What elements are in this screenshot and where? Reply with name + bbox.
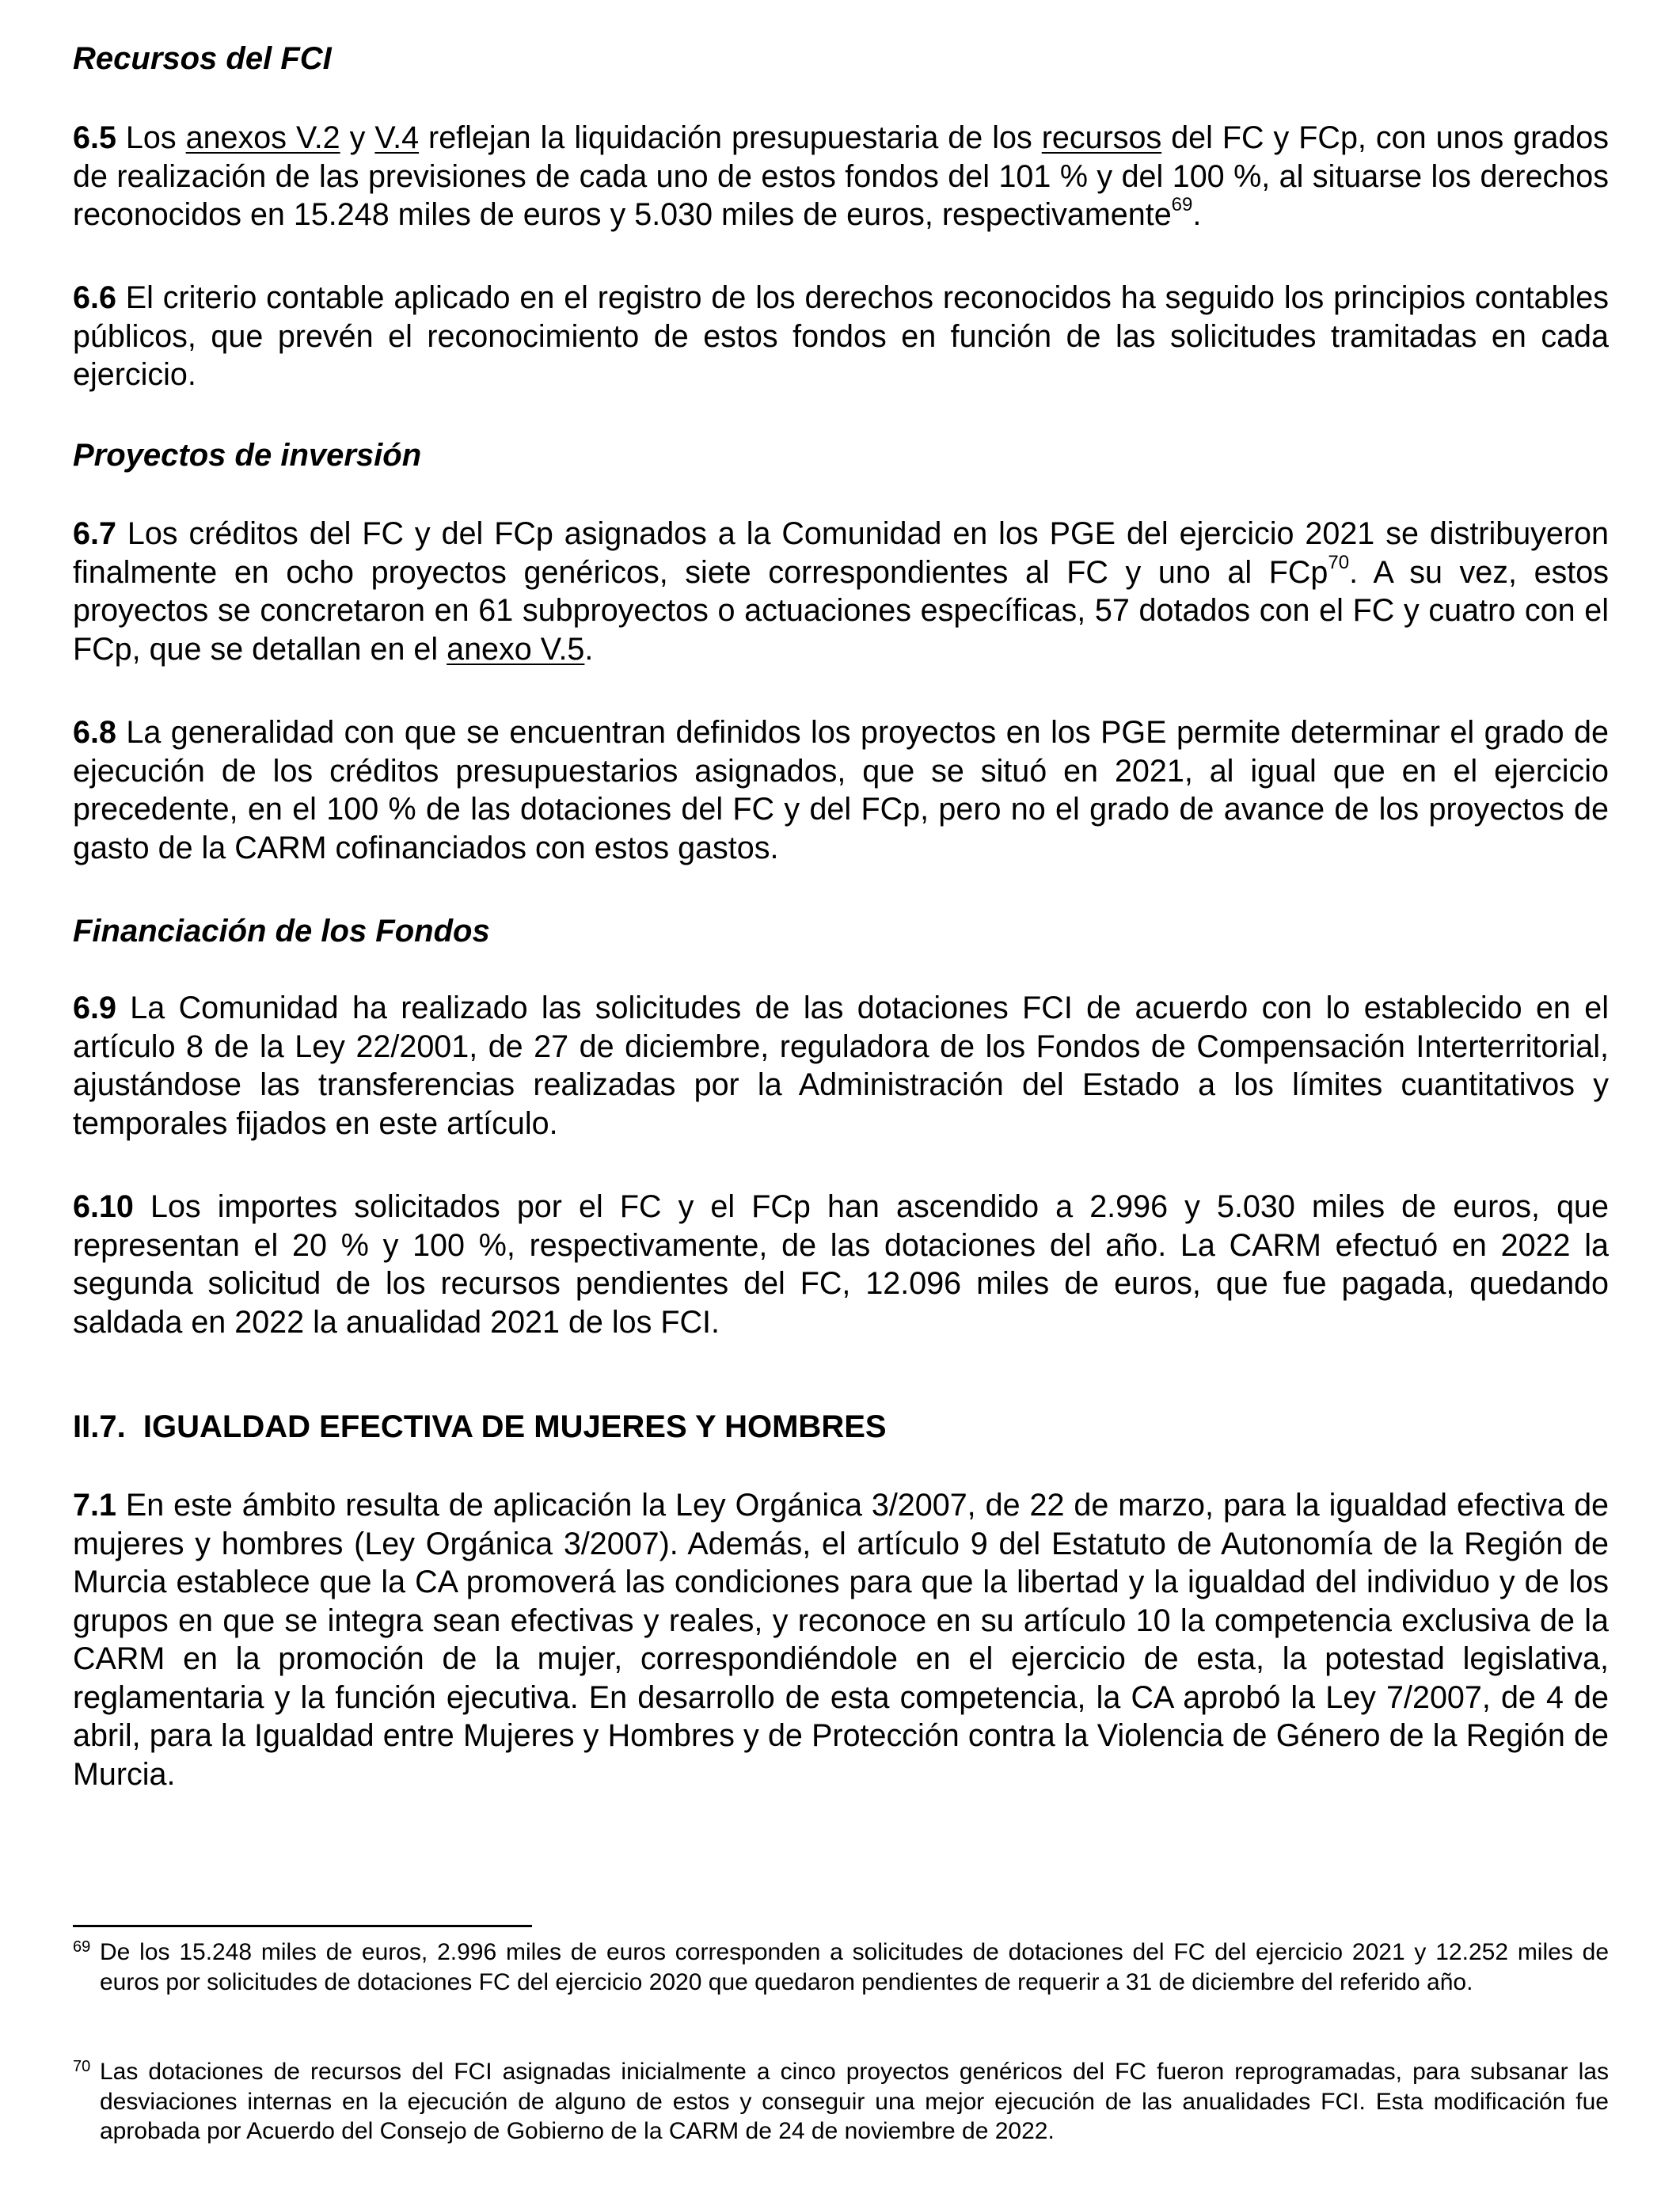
paragraph-number: 6.5 xyxy=(73,120,116,155)
annex-link[interactable]: anexo V.5 xyxy=(447,631,585,667)
footnote-separator xyxy=(73,1925,532,1927)
paragraph-6-9 xyxy=(73,989,1609,1143)
paragraph-text: . xyxy=(584,631,594,667)
paragraph-text: Los créditos del FC y del FCp asignados a la Comunidad en los PGE del ejercicio 2021 se distribuyeron finalmente en ocho proyectos genéricos, siete correspondientes al FC y uno al FCp xyxy=(73,516,1609,590)
paragraph-number: 6.10 xyxy=(73,1189,134,1224)
footnote-69 xyxy=(73,1938,1609,1997)
paragraph-text: En este ámbito resulta de aplicación la Ley Orgánica 3/2007, de 22 de marzo, para la igualdad efectiva de mujeres y hombres (Ley Orgánica 3/2007). Además, el artículo 9 del Estatuto de Autonomía de la Región de Murcia establece que la CA promoverá las condiciones para que la libertad y la igualdad del individuo y de los grupos en que se integra sean efectivas y reales, y reconoce en su artículo 10 la competencia exclusiva de la CARM en la promoción de la mujer, correspondiéndole en el ejercicio de esta, la potestad legislativa, reglamentaria y la función ejecutiva. En desarrollo de esta competencia, la CA aprobó la Ley 7/2007, de 4 de abril, para la Igualdad entre Mujeres y Hombres y de Protección contra la Violencia de Género de la Región de Murcia. xyxy=(73,1488,1609,1792)
paragraph-6-10 xyxy=(73,1188,1609,1341)
footnote-ref[interactable]: 70 xyxy=(1328,551,1350,573)
paragraph-text: El criterio contable aplicado en el registro de los derechos reconocidos ha seguido los principios contables públicos, que prevén el reconocimiento de estos fondos en función de las solicitudes tramitadas en cada ejercicio. xyxy=(73,280,1609,392)
paragraph-text: La Comunidad ha realizado las solicitudes de las dotaciones FCI de acuerdo con lo establecido en el artículo 8 de la Ley 22/2001, de 27 de diciembre, reguladora de los Fondos de Compensación Interterritorial, ajustándose las transferencias realizadas por la Administración del Estado a los límites cuantitativos y temporales fijados en este artículo. xyxy=(73,991,1609,1141)
paragraph-number: 6.6 xyxy=(73,280,116,315)
paragraph-number: 7.1 xyxy=(73,1488,116,1523)
section-heading-ii-7: II.7. IGUALDAD EFECTIVA DE MUJERES Y HOMBRES xyxy=(73,1409,887,1444)
paragraph-text: y xyxy=(340,120,375,155)
paragraph-text: del FC y FCp, con unos grados de realización de las previsiones de cada uno de estos fondos del 101 % y del 100 %, al situarse los derechos reconocidos en 15.248 miles de euros y 5.030 miles de euros, respectivamente xyxy=(73,120,1610,232)
annex-link[interactable]: V.4 xyxy=(374,120,420,155)
paragraph-6-8 xyxy=(73,713,1609,867)
annex-link[interactable]: recursos xyxy=(1041,120,1162,155)
heading-financiacion-fondos: Financiación de los Fondos xyxy=(73,914,490,949)
paragraph-text: Los xyxy=(116,120,186,155)
heading-recursos-fci: Recursos del FCI xyxy=(73,41,332,76)
footnote-70 xyxy=(73,2057,1609,2147)
paragraph-number: 6.9 xyxy=(73,991,116,1025)
paragraph-6-5 xyxy=(73,119,1609,234)
paragraph-number: 6.7 xyxy=(73,516,116,551)
footnote-ref[interactable]: 69 xyxy=(1171,194,1193,215)
paragraph-6-7 xyxy=(73,515,1609,668)
footnote-number: 69 xyxy=(73,1938,91,1956)
annex-link[interactable]: anexos V.2 xyxy=(185,120,340,155)
paragraph-7-1 xyxy=(73,1486,1609,1793)
footnote-text: Las dotaciones de recursos del FCI asignadas inicialmente a cinco proyectos genéricos del FC fueron reprogramadas, para subsanar las desviaciones internas en la ejecución de alguno de estos y conseguir una mejor ejecución de las anualidades FCI. Esta modificación fue aprobada por Acuerdo del Consejo de Gobierno de la CARM de 24 de noviembre de 2022. xyxy=(100,2059,1609,2144)
paragraph-text: Los importes solicitados por el FC y el FCp han ascendido a 2.996 y 5.030 miles de euros, que representan el 20 % y 100 %, respectivamente, de las dotaciones del año. La CARM efectuó en 2022 la segunda solicitud de los recursos pendientes del FC, 12.096 miles de euros, que fue pagada, quedando saldada en 2022 la anualidad 2021 de los FCI. xyxy=(73,1189,1609,1340)
heading-proyectos-inversion: Proyectos de inversión xyxy=(73,438,422,473)
paragraph-text: . A su vez, estos proyectos se concretaron en 61 subproyectos o actuaciones específicas, 57 dotados con el FC y cuatro con el FCp, que se detallan en el xyxy=(73,554,1609,667)
paragraph-number: 6.8 xyxy=(73,715,116,750)
paragraph-6-6 xyxy=(73,279,1609,394)
footnote-number: 70 xyxy=(73,2058,91,2075)
paragraph-text: reflejan la liquidación presupuestaria de los xyxy=(419,120,1042,155)
footnote-text: De los 15.248 miles de euros, 2.996 miles de euros corresponden a solicitudes de dotaciones del FC del ejercicio 2021 y 12.252 miles de euros por solicitudes de dotaciones FC del ejercicio 2020 que quedaron pendientes de requerir a 31 de diciembre del referido año. xyxy=(100,1939,1609,1995)
paragraph-text: . xyxy=(1192,197,1202,232)
paragraph-text: La generalidad con que se encuentran definidos los proyectos en los PGE permite determinar el grado de ejecución de los créditos presupuestarios asignados, que se situó en 2021, al igual que en el ejercicio precedente, en el 100 % de las dotaciones del FC y del FCp, pero no el grado de avance de los proyectos de gasto de la CARM cofinanciados con estos gastos. xyxy=(73,715,1609,865)
